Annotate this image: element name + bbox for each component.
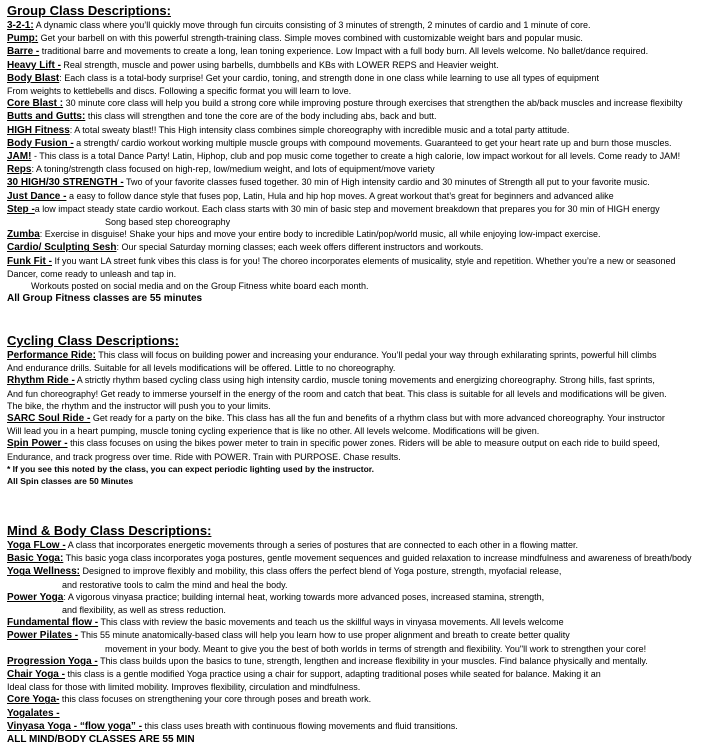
class-description: : Our special Saturday morning classes; each week offers different instructors and workouts. bbox=[116, 242, 484, 253]
group-item bbox=[7, 32, 719, 45]
group-item bbox=[7, 45, 719, 58]
mind-item bbox=[7, 693, 692, 706]
class-description: : A vigorous vinyasa practice; building internal heat, working towards more advanced poses, increased stamina, strength, bbox=[63, 591, 545, 602]
class-title: Yoga FLow - bbox=[7, 540, 66, 551]
class-title: Pump: bbox=[7, 33, 39, 45]
cycling-item bbox=[7, 374, 667, 387]
class-description: and restorative tools to calm the mind and heal the body. bbox=[62, 579, 288, 590]
class-description: Get your barbell on with this powerful strength-training class. Simple moves combined with customizable weight bars and popular music. bbox=[38, 33, 583, 44]
mind-item bbox=[7, 552, 692, 565]
mind-section bbox=[7, 523, 692, 747]
group-item bbox=[7, 163, 719, 176]
class-title: 3-2-1: bbox=[7, 20, 34, 31]
cycling-note: * If you see this noted by the class, you can expect periodic lighting used by the instructor. bbox=[7, 463, 374, 474]
class-description: A strictly rhythm based cycling class using high intensity cardio, muscle toning movements and energizing choreography. Strong hills, fast sprints, bbox=[74, 375, 655, 386]
class-title: HIGH Fitness bbox=[7, 124, 70, 136]
mind-item bbox=[7, 591, 692, 604]
class-title: Just Dance - bbox=[7, 190, 67, 202]
class-title: Rhythm Ride - bbox=[7, 375, 75, 387]
group-item bbox=[7, 59, 719, 72]
class-title: Heavy Lift - bbox=[7, 59, 61, 71]
cycling-section bbox=[7, 333, 667, 487]
mind-item bbox=[7, 720, 692, 733]
class-description: movement in your body. Meant to give you the best of both worlds in terms of strength and flexibility. You"ll work to strengthen your core! bbox=[105, 643, 647, 654]
class-title: Spin Power - bbox=[7, 438, 68, 450]
class-description: : Each class is a total-body surprise! Get your cardio, toning, and strength done in one class while learning to use all types of equipment bbox=[59, 72, 600, 83]
class-title: Barre - bbox=[7, 46, 40, 58]
class-description: Real strength, muscle and power using barbells, dumbbells and KBs with LOWER REPS and Heavier weight. bbox=[60, 59, 499, 70]
class-title: Reps bbox=[7, 164, 32, 176]
class-description: this class will strengthen and tone the core are of the body including abs, back and butt. bbox=[85, 111, 437, 122]
class-description: traditional barre and movements to create a long, lean toning experience. Low Impact with a full body burn. All levels welcome. No ballet/dance required. bbox=[39, 46, 649, 57]
class-title: Fundamental flow - bbox=[7, 617, 99, 629]
group-item bbox=[7, 19, 719, 32]
class-title: Chair Yoga - bbox=[7, 669, 65, 681]
class-title: Yoga Wellness: bbox=[7, 566, 80, 578]
mind-item bbox=[7, 604, 692, 616]
group-item bbox=[7, 110, 719, 123]
group-item bbox=[7, 280, 719, 292]
class-description: Ideal class for those with limited mobility. Improves flexibility, circulation and mindfulness. bbox=[7, 682, 361, 693]
class-title: Progression Yoga - bbox=[7, 655, 98, 667]
class-description: Endurance, and track progress over time. Ride with POWER. Train with PURPOSE. Chase results. bbox=[7, 451, 401, 462]
group-item bbox=[7, 241, 719, 254]
group-item bbox=[7, 150, 719, 163]
cycling-footer: All Spin classes are 50 Minutes bbox=[7, 475, 134, 486]
group-item bbox=[7, 124, 719, 137]
class-description: This class builds upon the basics to tune, strength, lengthen and increase flexibility in your muscles. Find balance physically and mentally. bbox=[97, 655, 648, 666]
class-description: Get ready for a party on the bike. This class has all the fun and benefits of a rhythm class but with more advanced choreography. Your instructor bbox=[90, 413, 665, 424]
class-description: Will lead you in a heart pumping, muscle toning cycling experience that is like no other. All levels welcome. Modifications will be given. bbox=[7, 426, 540, 437]
class-title: Vinyasa Yoga - “flow yoga” - bbox=[7, 720, 143, 732]
class-description: a easy to follow dance style that fuses pop, Latin, Hula and hip hop moves. A great workout that’s great for beginners and advanced alike bbox=[66, 190, 614, 201]
class-description: Song based step choreography bbox=[105, 217, 231, 228]
class-title: Power Pilates - bbox=[7, 630, 79, 642]
group-list bbox=[7, 19, 719, 292]
class-description: A class that incorporates energetic movements through a series of postures that are connected to each other in a flowing matter. bbox=[65, 540, 578, 550]
class-description: a low impact steady state cardio workout. Each class starts with 30 min of basic step and movement breakdown that prepares you for 30 min of HIGH energy bbox=[34, 203, 660, 214]
class-description: Two of your favorite classes fused together. 30 min of High intensity cardio and 30 minutes of Strength all put to your favorite music. bbox=[123, 177, 650, 188]
mind-item bbox=[7, 707, 692, 720]
class-description: this class focuses on using the bikes power meter to train in specific power zones. Riders will be able to measure output on each ride to build speed, bbox=[67, 438, 660, 449]
mind-list bbox=[7, 539, 692, 733]
class-title: Cardio/ Sculpting Sesh bbox=[7, 242, 117, 254]
class-title: Zumba bbox=[7, 229, 40, 241]
cycling-item bbox=[7, 437, 667, 450]
group-item bbox=[7, 203, 719, 216]
class-title: Step - bbox=[7, 203, 35, 215]
class-title: Core Blast : bbox=[7, 98, 64, 110]
class-title: Power Yoga bbox=[7, 591, 64, 603]
class-title: SARC Soul Ride - bbox=[7, 413, 91, 425]
class-title: JAM! bbox=[7, 151, 32, 163]
class-title: Core Yoga- bbox=[7, 694, 60, 706]
group-item bbox=[7, 72, 719, 85]
mind-item bbox=[7, 655, 692, 668]
mind-item bbox=[7, 579, 692, 591]
class-description: a strength/ cardio workout working multiple muscle groups with compound movements. Guaranteed to get your heart rate up and burn those muscles. bbox=[73, 137, 672, 148]
class-description: 30 minute core class will help you build a strong core while improving posture through exercises that strengthen the ab/back muscles and increase flexibilty bbox=[63, 98, 683, 109]
cycling-item bbox=[7, 388, 667, 400]
cycling-item bbox=[7, 362, 667, 374]
class-description: - This class is a total Dance Party! Latin, Hiphop, club and pop music come together to create a high calorie, low impact workout for all levels. Come ready to JAM! bbox=[31, 151, 681, 162]
mind-item bbox=[7, 668, 692, 681]
class-description: and flexibility, as well as stress reduction. bbox=[62, 605, 226, 616]
mind-item bbox=[7, 565, 692, 578]
class-description: From weights to kettlebells and discs. Following a specific format you will learn to love. bbox=[7, 86, 352, 97]
cycling-heading: Cycling Class Descriptions: bbox=[7, 333, 179, 348]
class-description: This 55 minute anatomically-based class will help you learn how to use proper alignment and breath to create better quality bbox=[78, 630, 570, 641]
class-description: : A toning/strength class focused on high-rep, low/medium weight, and lots of equipment/move variety bbox=[31, 164, 435, 175]
group-item bbox=[7, 268, 719, 280]
mind-heading: Mind & Body Class Descriptions: bbox=[7, 523, 212, 538]
class-description: And fun choreography! Get ready to immerse yourself in the energy of the room and catch that beat. This class is suitable for all levels and modifications will be given. bbox=[7, 388, 667, 399]
class-description: This basic yoga class incorporates yoga postures, gentle movement sequences and guided relaxation to increase mindfulness and awareness of breath/body bbox=[63, 553, 692, 564]
cycling-item bbox=[7, 349, 667, 362]
group-item bbox=[7, 176, 719, 189]
class-description: : A total sweaty blast!! This High intensity class combines simple choreography with incredible music and a total party attitude. bbox=[69, 124, 570, 135]
class-title: Yogalates - bbox=[7, 707, 60, 719]
class-title: Body Fusion - bbox=[7, 137, 74, 149]
class-description: The bike, the rhythm and the instructor will push you to your limits. bbox=[7, 400, 271, 411]
group-item bbox=[7, 137, 719, 150]
group-item bbox=[7, 190, 719, 203]
class-title: Funk Fit - bbox=[7, 255, 52, 267]
group-item bbox=[7, 216, 719, 228]
mind-item bbox=[7, 629, 692, 642]
class-description: This class will focus on building power and increasing your endurance. You’ll pedal your way through exhilarating sprints, powerful hill climbs bbox=[95, 350, 657, 360]
group-section bbox=[7, 3, 719, 306]
class-description: Dancer, come ready to unleash and tap in. bbox=[7, 268, 177, 279]
cycling-item bbox=[7, 412, 667, 425]
cycling-item bbox=[7, 425, 667, 437]
cycling-list bbox=[7, 349, 667, 463]
group-heading: Group Class Descriptions: bbox=[7, 3, 171, 18]
class-description: this class uses breath with continuous flowing movements and fluid transitions. bbox=[142, 720, 458, 731]
cycling-item bbox=[7, 400, 667, 412]
class-title: Butts and Gutts: bbox=[7, 111, 86, 123]
group-item bbox=[7, 85, 719, 97]
class-description: Workouts posted on social media and on the Group Fitness white board each month. bbox=[31, 281, 369, 292]
mind-item bbox=[7, 616, 692, 629]
class-description: : Exercise in disguise! Shake your hips and move your entire body to incredible Latin/pop/world music, all while enjoying low-impact exercise. bbox=[39, 229, 601, 240]
class-description: A dynamic class where you’ll quickly move through fun circuits consisting of 3 minutes of strength, 2 minutes of cardio and 1 minute of core. bbox=[33, 20, 591, 30]
group-item bbox=[7, 255, 719, 268]
group-item bbox=[7, 97, 719, 110]
class-title: Body Blast bbox=[7, 72, 60, 84]
mind-item bbox=[7, 681, 692, 693]
class-title: Performance Ride: bbox=[7, 350, 96, 361]
class-description: This class with review the basic movements and teach us the skillful ways in vinyasa movements. All levels welcome bbox=[98, 617, 564, 628]
class-description: this class is a gentle modified Yoga practice using a chair for support, adapting traditional poses while seated for balance. Making it an bbox=[64, 669, 601, 680]
class-description: And endurance drills. Suitable for all levels modifications will be offered. Little to no choreography. bbox=[7, 363, 396, 374]
mind-item bbox=[7, 643, 692, 655]
class-title: 30 HIGH/30 STRENGTH - bbox=[7, 177, 124, 189]
class-description: If you want LA street funk vibes this class is for you! The choreo incorporates elements of musicality, style and repetition. Whether you’re a new or seasoned bbox=[52, 255, 676, 266]
mind-footer: ALL MIND/BODY CLASSES ARE 55 MIN bbox=[7, 734, 195, 746]
cycling-item bbox=[7, 451, 667, 463]
class-description: this class focuses on strengthening your core through poses and breath work. bbox=[59, 694, 372, 705]
class-description: Designed to improve flexibly and mobility, this class offers the perfect blend of Yoga posture, strength, myofacial release, bbox=[79, 566, 562, 577]
mind-item bbox=[7, 539, 692, 552]
group-item bbox=[7, 228, 719, 241]
group-footer: All Group Fitness classes are 55 minutes bbox=[7, 293, 203, 305]
class-title: Basic Yoga: bbox=[7, 553, 64, 565]
